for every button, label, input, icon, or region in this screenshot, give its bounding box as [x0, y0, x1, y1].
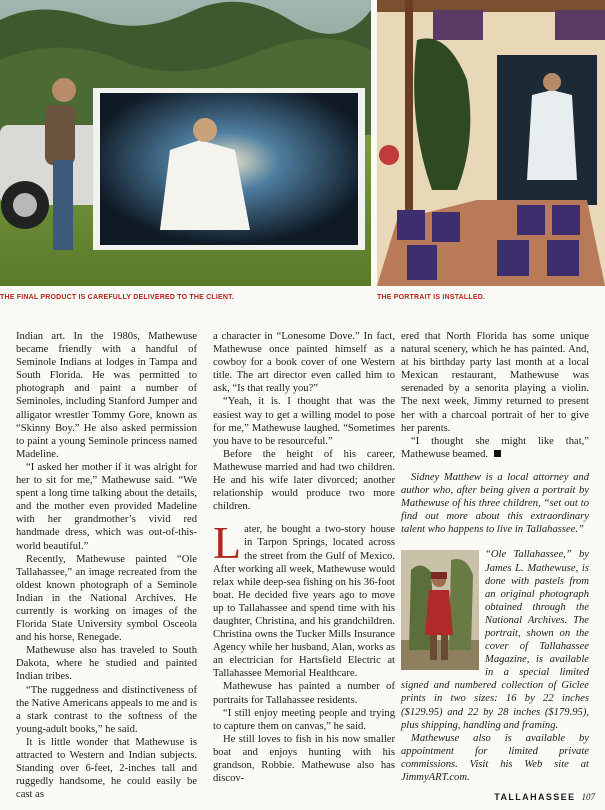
paragraph [401, 435, 589, 461]
end-mark [494, 450, 501, 457]
paragraph: Before the height of his career, Mathewuse married and had two children. He and his wife later divorced; another relationship would produce two more children. [213, 448, 395, 513]
paragraph: Indian art. In the 1980s, Mathewuse became friendly with a handful of Seminole Indians at lodges in Tampa and South Florida. He was permitted to photograph and paint a number of Seminoles, including Stanford Jumper and alligator wrestler Tommy Gore, known as “Skinny Boy.” He also asked permission to paint a young Seminole princess named Madeline. [16, 331, 197, 460]
page-footer [494, 792, 595, 802]
paragraph: It is little wonder that Mathewuse is attracted to Western and Indian subjects. Standing over 6-feet, 2-inches tall and ruggedly handsome, he could easily be cast as [16, 736, 197, 801]
author-bio: Sidney Matthew is a local attorney and author who, after being given a portrait by Mathewuse of his three children, “set out to find out more about this extraordinary talent who happens to live in Tallahassee.” [401, 471, 589, 536]
paragraph: a character in “Lonesome Dove.” In fact, Mathewuse once painted himself as a cowboy for a book cover of one Western title. The art director even called him to ask, “Is that really you?” [213, 331, 395, 395]
paragraph: Mathewuse has painted a number of portraits for Tallahassee residents. [213, 681, 395, 706]
installation-photo [377, 0, 605, 286]
magazine-name: TALLAHASSEE [494, 792, 576, 802]
dropcap-text: ater, he bought a two-story house in Tarpon Springs, located across the street from the Gulf of Mexico. After working all week, Mathewuse would relax while deep-sea fishing on his 36-foot boat. He decided five years ago to move up to Tallahassee and spend time with his daughter, Christina, and his grandchildren. Christina owns the Tucker Mills Insurance Agency while her husband, Alan, works as an electrician for Hartsfield Electric at Tallahassee Memorial Healthcare. [213, 524, 395, 680]
right-photo-caption: THE PORTRAIT IS INSTALLED. [377, 294, 486, 301]
ole-caption-lead: “Ole Tallahassee,” by James L. Mathewuse, is done with pastels from an original photograph obtained through the National Archives. The portrait, shown on the cover of [485, 549, 589, 653]
ole-caption-rest: Tallahassee Magazine, is available in a special limited signed and numbered collection of Giclee prints in two sizes: 16 by 22 inches ($129.95) and 22 by 28 inches ($179.95), plus shipping, handling and framing. [401, 641, 589, 731]
paragraph: Mathewuse also has traveled to South Dakota, where he studied and painted Indian tribes. [16, 645, 197, 683]
paragraph: “I asked her mother if it was alright for her to sit for me,” Mathewuse said. “We spent a long time talking about the details, and the mother even provided Madeline with her grandmother’s vivid red handmade dress, which was out-of-this-world beautiful.” [16, 461, 197, 552]
paragraph: He still loves to fish in his now smaller boat and enjoys hunting with his grandson, Robbie. Mathewuse also has discov- [213, 733, 395, 785]
article-column-1 [16, 330, 197, 801]
page-number: 107 [581, 792, 595, 802]
closing-quote: “I thought she might like that,” Mathewuse beamed. [401, 435, 589, 460]
paragraph: “Yeah, it is. I thought that was the easiest way to get a willing model to pose for me,” Mathewuse laughed. “Sometimes you have to be resourceful.” [213, 396, 395, 447]
dropcap-paragraph [213, 517, 395, 680]
ole-tallahassee-block [401, 548, 589, 731]
paragraph: “The ruggedness and distinctiveness of the Native Americans appeals to me and is a stark contrast to the softness of the young-adult books,” he said. [16, 684, 197, 735]
dropcap: L [213, 517, 242, 569]
appointment-note: Mathewuse also is available by appointment for limited private commissions. Visit his Web site at JimmyART.com. [401, 732, 589, 783]
article-column-3 [401, 330, 589, 784]
ole-tallahassee-image [401, 550, 479, 670]
paragraph: “I still enjoy meeting people and trying to capture them on canvas,” he said. [213, 707, 395, 732]
paragraph: ered that North Florida has some unique natural scenery, which he has painted. And, at his birthday party last month at a local Mexican restaurant, Mathewuse was serenaded by a senorita playing a violin. The next week, Jimmy returned to present her with a charcoal portrait of her to give her parents. [401, 331, 589, 434]
article-column-2 [213, 330, 395, 785]
left-photo-caption: THE FINAL PRODUCT IS CAREFULLY DELIVERED TO THE CLIENT. [0, 294, 234, 301]
delivery-photo [0, 0, 371, 286]
paragraph: Recently, Mathewuse painted “Ole Tallahassee,” an image recreated from the oldest known photograph of a Seminole Indian in the National Archives. He currently is working on images of the Florida State University symbol Osceola and his horse, Renegade. [16, 553, 197, 644]
